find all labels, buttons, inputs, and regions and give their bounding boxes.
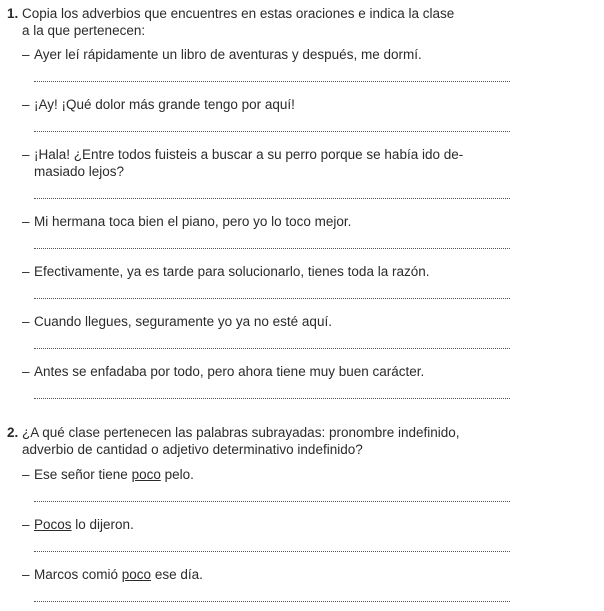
answer-line[interactable] [34,398,510,399]
underlined-word: poco [131,467,161,482]
sentence-text: Mi hermana toca bien el piano, pero yo lo toco mejor. [34,214,352,229]
exercise-1-prompt-line-1: Copia los adverbios que encuentres en estas oraciones e indica la clase [22,6,455,21]
sentence-before: Marcos comió [34,567,122,582]
sentence [22,516,502,533]
exercise-1-number: 1. [7,6,19,21]
sentence [22,96,502,113]
sentence-after: ese día. [151,567,203,582]
sentence [22,263,502,280]
answer-line[interactable] [34,551,510,552]
sentence-text: Efectivamente, ya es tarde para solucionarlo, tienes toda la razón. [34,264,430,279]
dash: – [22,264,30,279]
sentence [22,313,502,330]
exercise-1-item-7 [22,363,502,380]
exercise-1-item-5 [22,263,502,280]
answer-line[interactable] [34,131,510,132]
dash: – [22,147,30,162]
answer-line[interactable] [34,81,510,82]
sentence-text-line-1: ¡Hala! ¿Entre todos fuisteis a buscar a su perro porque se había ido de- [34,147,464,162]
sentence-after: pelo. [160,467,194,482]
sentence-after: lo dijeron. [71,517,134,532]
sentence [22,213,502,230]
sentence-text: Ayer leí rápidamente un libro de aventuras y después, me dormí. [34,47,422,62]
answer-line[interactable] [34,248,510,249]
exercise-2-number: 2. [7,425,19,440]
dash: – [22,47,30,62]
answer-line[interactable] [34,348,510,349]
answer-line[interactable] [34,198,510,199]
exercise-1-item-4 [22,213,502,230]
exercise-1-prompt-line-2: a la que pertenecen: [22,23,146,38]
exercise-1-item-3 [22,146,502,180]
underlined-word: poco [121,567,152,582]
dash: – [22,364,30,379]
underlined-word: Pocos [34,517,72,532]
answer-line[interactable] [34,501,510,502]
exercise-1-item-2 [22,96,502,113]
exercise-1-item-6 [22,313,502,330]
exercise-2-item-3 [22,566,502,583]
sentence [22,363,502,380]
sentence-text: Cuando llegues, seguramente yo ya no esté aquí. [34,314,332,329]
exercise-2-item-2 [22,516,502,533]
exercise-2-prompt-line-1: ¿A qué clase pertenecen las palabras subrayadas: pronombre indefinido, [22,425,460,440]
sentence [22,146,502,180]
sentence [22,466,502,483]
exercise-2-item-1 [22,466,502,483]
sentence-text: Antes se enfadaba por todo, pero ahora tiene muy buen carácter. [34,364,425,379]
dash: – [22,517,30,532]
exercise-1-item-1 [22,46,502,63]
sentence-text-line-2: masiado lejos? [34,164,125,179]
exercise-2-prompt-line-2: adverbio de cantidad o adjetivo determinativo indefinido? [22,442,363,457]
exercise-1-prompt [22,5,502,39]
dash: – [22,467,30,482]
answer-line[interactable] [34,601,510,602]
dash: – [22,567,30,582]
answer-line[interactable] [34,298,510,299]
sentence-text: ¡Ay! ¡Qué dolor más grande tengo por aquí! [34,97,295,112]
dash: – [22,97,30,112]
dash: – [22,214,30,229]
sentence [22,566,502,583]
dash: – [22,314,30,329]
exercise-2-prompt [22,424,502,458]
sentence-before: Ese señor tiene [34,467,132,482]
sentence [22,46,502,63]
